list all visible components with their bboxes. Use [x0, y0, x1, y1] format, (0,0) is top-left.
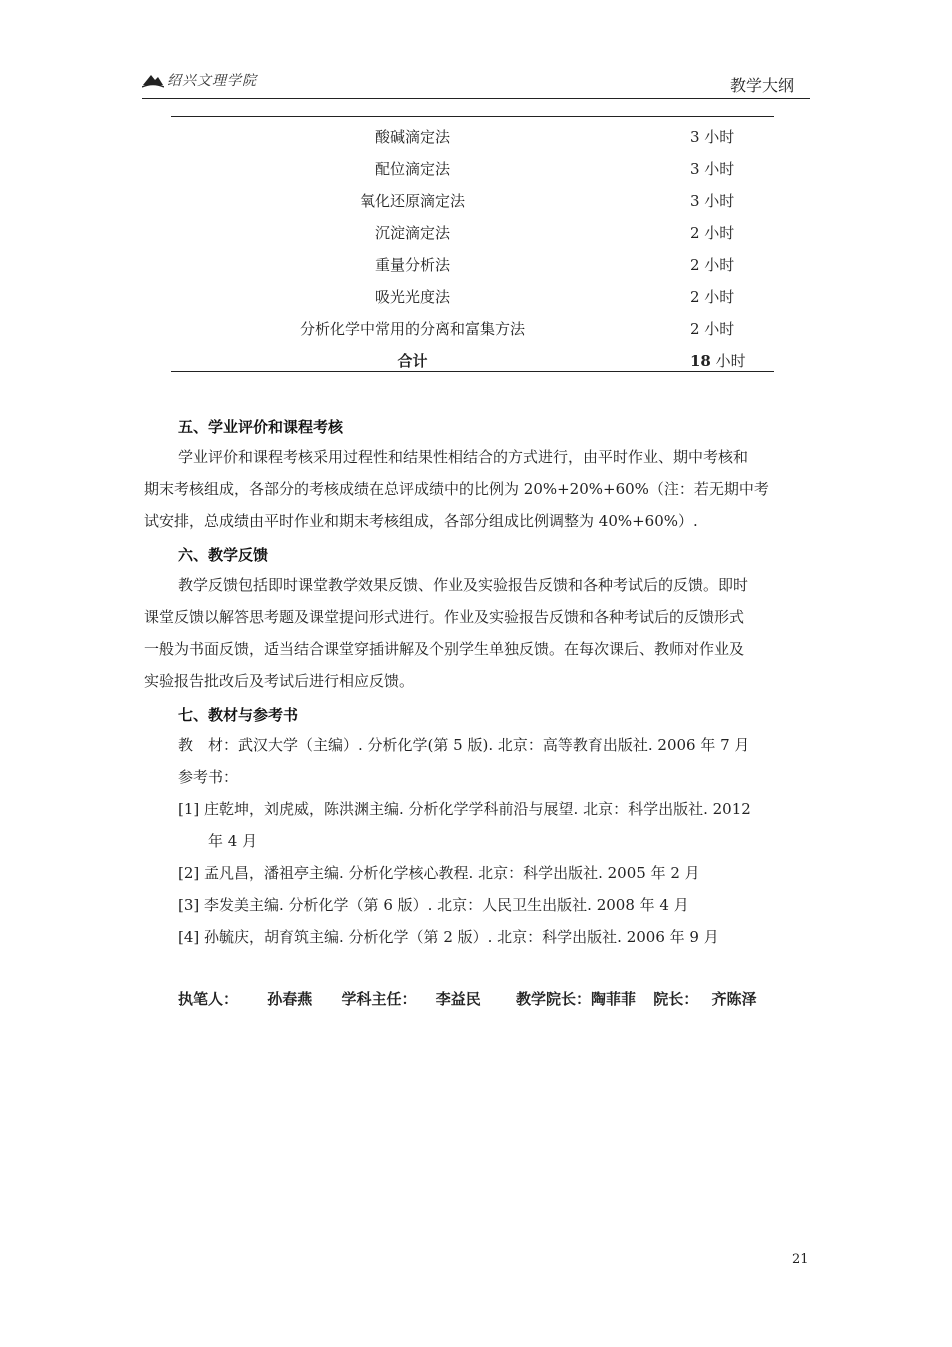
total-hours-unit: 小时 [710, 352, 746, 370]
section-heading-assessment: 五、学业评价和课程考核 [178, 418, 344, 436]
logo-text: 绍兴文理学院 [167, 73, 257, 89]
hours-cell: 3 小时 [690, 128, 735, 146]
dean-name: 齐陈泽 [711, 990, 757, 1008]
total-label: 合计 [397, 352, 428, 370]
textbook-line: 教 材：武汉大学（主编）. 分析化学(第 5 版). 北京：高等教育出版社. 2006 年 7 月 [178, 736, 750, 754]
reference-item: [3] 李发美主编. 分析化学（第 6 版）. 北京：人民卫生出版社. 2008 年 4 月 [178, 896, 689, 914]
table-row [171, 184, 774, 216]
topic-cell: 配位滴定法 [374, 160, 450, 178]
reference-item: [2] 孟凡昌，潘祖亭主编. 分析化学核心教程. 北京：科学出版社. 2005 年 2 月 [178, 864, 700, 882]
table-bottom-rule [171, 371, 774, 372]
table-row [171, 312, 774, 344]
hours-cell: 2 小时 [690, 256, 735, 274]
table-row [171, 280, 774, 312]
mountain-logo-icon [142, 72, 164, 88]
dean-label: 院长： [653, 990, 699, 1008]
dean-teaching-label: 教学院长： [516, 990, 592, 1008]
hours-cell: 3 小时 [690, 160, 735, 178]
topic-cell: 重量分析法 [374, 256, 450, 274]
refs-label: 参考书： [178, 768, 239, 786]
hours-cell: 2 小时 [690, 288, 735, 306]
topic-cell: 分析化学中常用的分离和富集方法 [299, 320, 525, 338]
page-number: 21 [792, 1252, 809, 1267]
reference-item-continuation: 年 4 月 [208, 832, 258, 850]
topic-cell: 沉淀滴定法 [374, 224, 450, 242]
topic-cell: 吸光光度法 [374, 288, 450, 306]
table-row [171, 216, 774, 248]
reference-item: [4] 孙毓庆，胡育筑主编. 分析化学（第 2 版）. 北京：科学出版社. 2006 年 9 月 [178, 928, 719, 946]
table-row [171, 248, 774, 280]
section-heading-textbooks: 七、教材与参考书 [178, 706, 299, 724]
topic-cell: 酸碱滴定法 [374, 128, 450, 146]
paragraph-line: 学业评价和课程考核采用过程性和结果性相结合的方式进行，由平时作业、期中考核和 [178, 448, 749, 466]
paragraph-line: 实验报告批改后及考试后进行相应反馈。 [144, 672, 415, 690]
table-top-rule [171, 116, 774, 117]
paragraph-line: 期末考核组成，各部分的考核成绩在总评成绩中的比例为 20%+20%+60%（注：若无期中考 [144, 480, 769, 498]
university-logo [142, 70, 257, 90]
writer-name: 孙春燕 [267, 990, 313, 1008]
director-name: 李益民 [435, 990, 481, 1008]
table-row [171, 120, 774, 152]
hours-cell: 3 小时 [690, 192, 735, 210]
director-label: 学科主任： [341, 990, 417, 1008]
hours-cell: 2 小时 [690, 224, 735, 242]
total-hours [690, 350, 746, 371]
reference-item: [1] 庄乾坤，刘虎威，陈洪渊主编. 分析化学学科前沿与展望. 北京：科学出版社. 2012 [178, 800, 751, 818]
hours-cell: 2 小时 [690, 320, 735, 338]
signers-line [178, 988, 757, 1009]
paragraph-line: 一般为书面反馈，适当结合课堂穿插讲解及个别学生单独反馈。在每次课后、教师对作业及 [144, 640, 745, 658]
writer-label: 执笔人： [178, 990, 239, 1008]
paragraph-line: 课堂反馈以解答思考题及课堂提问形式进行。作业及实验报告反馈和各种考试后的反馈形式 [144, 608, 745, 626]
header-title: 教学大纲 [729, 76, 794, 95]
section-heading-feedback: 六、教学反馈 [178, 546, 269, 564]
topic-cell: 氧化还原滴定法 [359, 192, 465, 210]
table-row [171, 152, 774, 184]
dean-teaching-name: 陶菲菲 [591, 990, 637, 1008]
paragraph-line: 试安排，总成绩由平时作业和期末考核组成，各部分组成比例调整为 40%+60%）. [144, 512, 698, 530]
total-hours-number: 18 [690, 352, 711, 370]
paragraph-line: 教学反馈包括即时课堂教学效果反馈、作业及实验报告反馈和各种考试后的反馈。即时 [178, 576, 749, 594]
page-header [142, 64, 810, 99]
